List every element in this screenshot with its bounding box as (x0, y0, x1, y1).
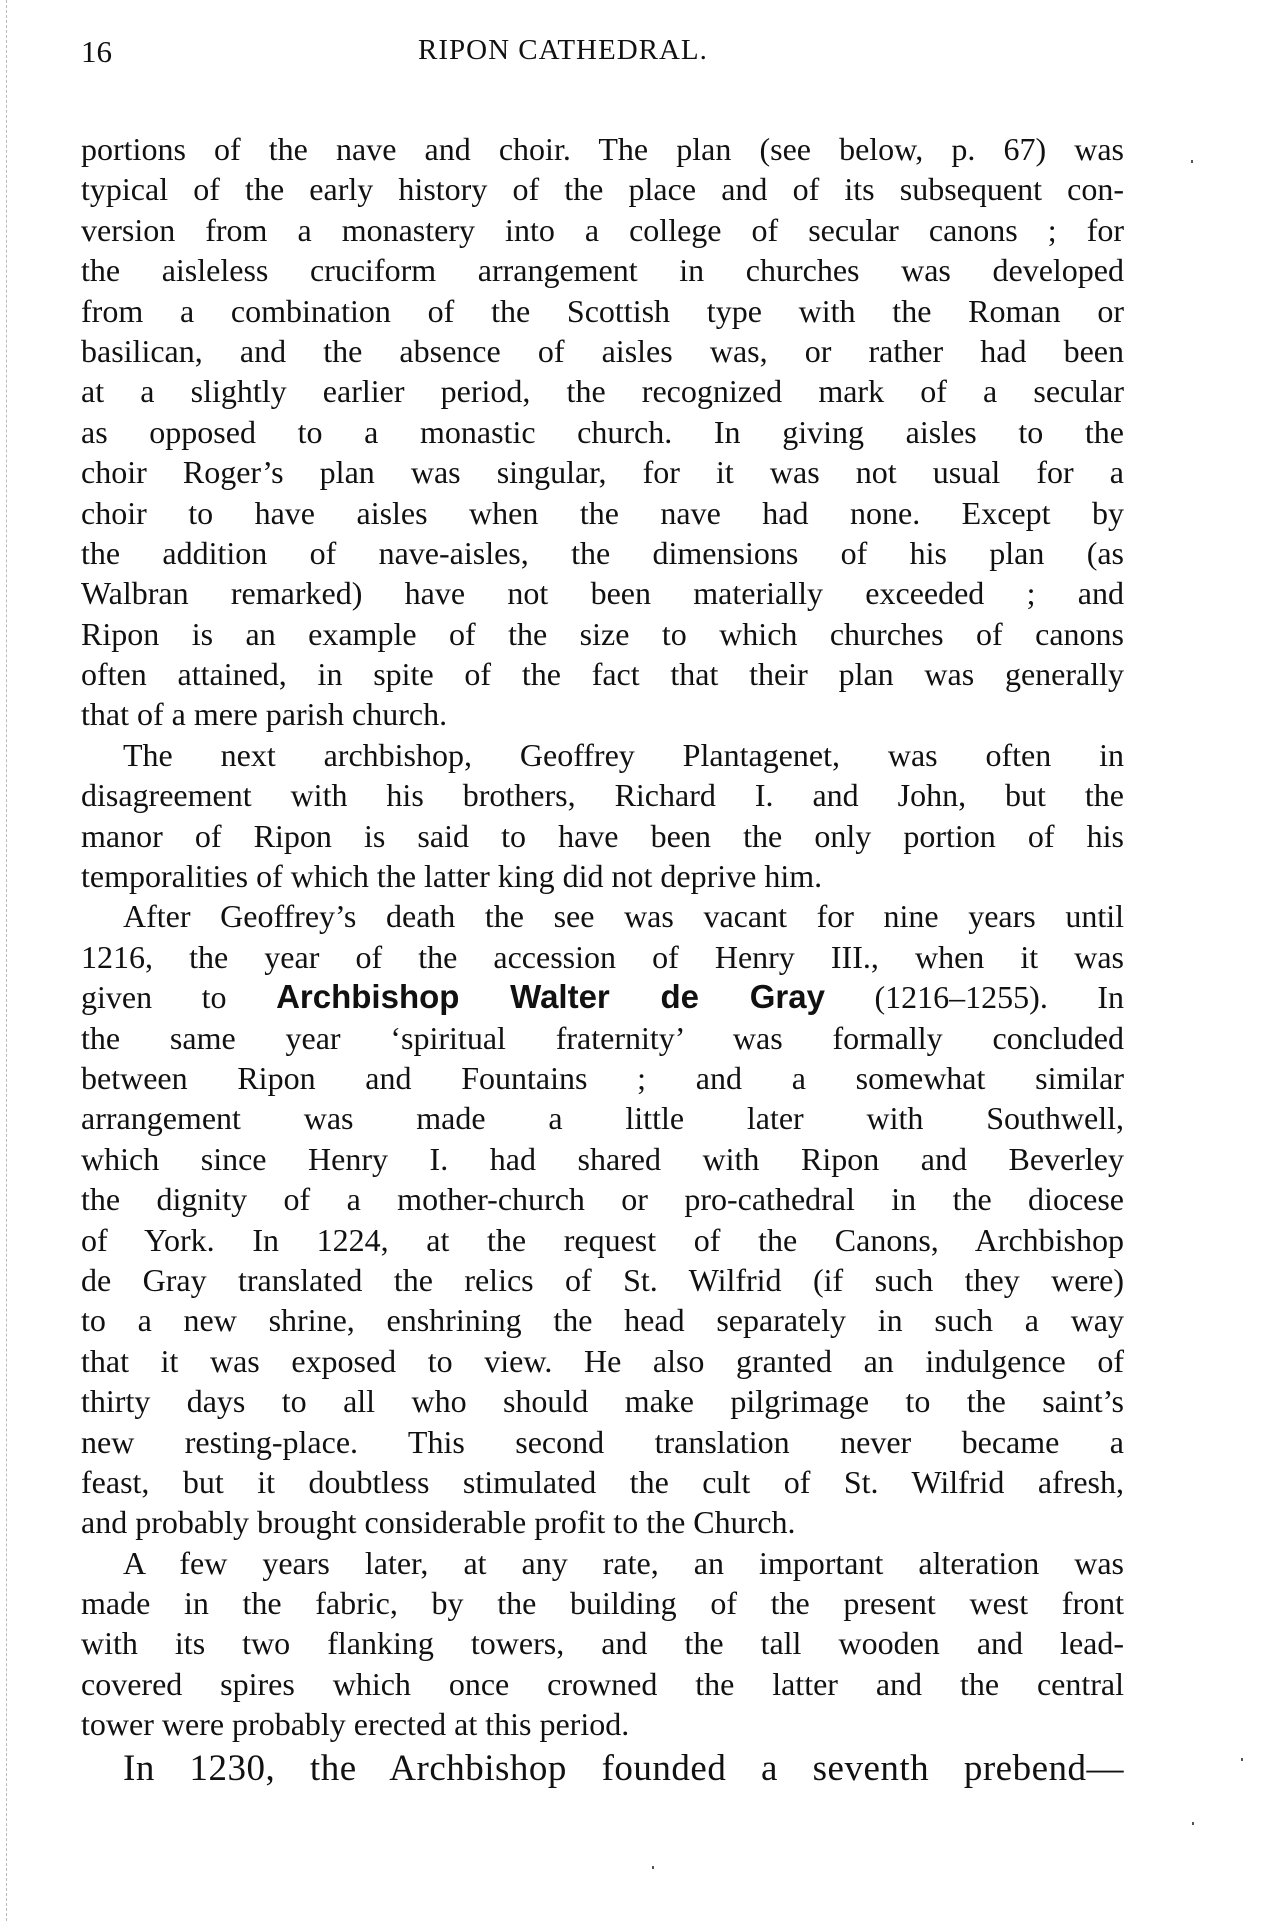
text-line: version from a monastery into a college of secular canons ; for (81, 211, 1124, 248)
scan-speck (1241, 1758, 1243, 1761)
text-line: Ripon is an example of the size to which churches of canons (81, 615, 1124, 652)
text-line (81, 977, 1124, 1017)
page-number: 16 (81, 34, 112, 69)
text-line: of York. In 1224, at the request of the Canons, Archbishop (81, 1221, 1124, 1258)
scan-speck (1192, 1822, 1194, 1825)
text-line: the aisleless cruciform arrangement in churches was developed (81, 252, 1124, 289)
text-line: In 1230, the Archbishop founded a seventh prebend— (123, 1747, 1124, 1789)
text-line: which since Henry I. had shared with Ripon and Beverley (81, 1140, 1124, 1177)
text-line: between Ripon and Fountains ; and a somewhat similar (81, 1059, 1124, 1096)
text-line: portions of the nave and choir. The plan (see below, p. 67) was (81, 131, 1124, 167)
text-line: made in the fabric, by the building of the present west front (81, 1585, 1124, 1622)
text-line: choir to have aisles when the nave had none. Except by (81, 494, 1124, 531)
text-line: typical of the early history of the place and of its subsequent con- (81, 171, 1124, 208)
text-line: arrangement was made a little later with Southwell, (81, 1100, 1124, 1137)
text-line: de Gray translated the relics of St. Wilfrid (if such they were) (81, 1261, 1124, 1298)
text-line: from a combination of the Scottish type with the Roman or (81, 292, 1124, 329)
text-line: choir Roger’s plan was singular, for it was not usual for a (81, 454, 1124, 491)
text-line: that it was exposed to view. He also granted an indulgence of (81, 1342, 1124, 1379)
text-line: the addition of nave-aisles, the dimensions of his plan (as (81, 534, 1124, 571)
page-edge-rule (6, 0, 7, 1921)
text-line: A few years later, at any rate, an important alteration was (123, 1544, 1124, 1581)
text-line: tower were probably erected at this period. (81, 1706, 630, 1743)
text-line: the dignity of a mother-church or pro-cathedral in the diocese (81, 1181, 1124, 1218)
text-line: at a slightly earlier period, the recognized mark of a secular (81, 373, 1124, 410)
text-line: manor of Ripon is said to have been the only portion of his (81, 817, 1124, 854)
text-line: disagreement with his brothers, Richard I. and John, but the (81, 777, 1124, 814)
text-line: often attained, in spite of the fact that their plan was generally (81, 656, 1124, 693)
text-line: The next archbishop, Geoffrey Plantagenet, was often in (123, 736, 1124, 773)
text-line: and probably brought considerable profit to the Church. (81, 1504, 796, 1541)
text-line: After Geoffrey’s death the see was vacant for nine years until (123, 898, 1124, 935)
text-line: feast, but it doubtless stimulated the cult of St. Wilfrid afresh, (81, 1463, 1124, 1500)
bold-name: Archbishop Walter de Gray (276, 978, 825, 1016)
body-text (81, 129, 1124, 1789)
text-line: that of a mere parish church. (81, 696, 448, 733)
text-line: basilican, and the absence of aisles was, or rather had been (81, 332, 1124, 369)
text-segment: (1216–1255). In (824, 979, 1125, 1016)
text-line: to a new shrine, enshrining the head separately in such a way (81, 1302, 1124, 1339)
text-line: the same year ‘spiritual fraternity’ was formally concluded (81, 1019, 1124, 1056)
text-line: with its two flanking towers, and the tall wooden and lead- (81, 1625, 1124, 1662)
text-line: covered spires which once crowned the latter and the central (81, 1665, 1124, 1702)
scan-speck (652, 1866, 654, 1869)
text-line: Walbran remarked) have not been materially exceeded ; and (81, 575, 1124, 612)
text-line: 1216, the year of the accession of Henry III., when it was (81, 938, 1124, 975)
text-segment: given to (81, 979, 277, 1016)
text-line: thirty days to all who should make pilgrimage to the saint’s (81, 1383, 1124, 1420)
text-line: as opposed to a monastic church. In giving aisles to the (81, 413, 1124, 450)
running-title: RIPON CATHEDRAL. (418, 34, 708, 66)
scan-speck (1191, 160, 1193, 163)
text-line: temporalities of which the latter king did not deprive him. (81, 858, 823, 895)
text-line: new resting-place. This second translation never became a (81, 1423, 1124, 1460)
